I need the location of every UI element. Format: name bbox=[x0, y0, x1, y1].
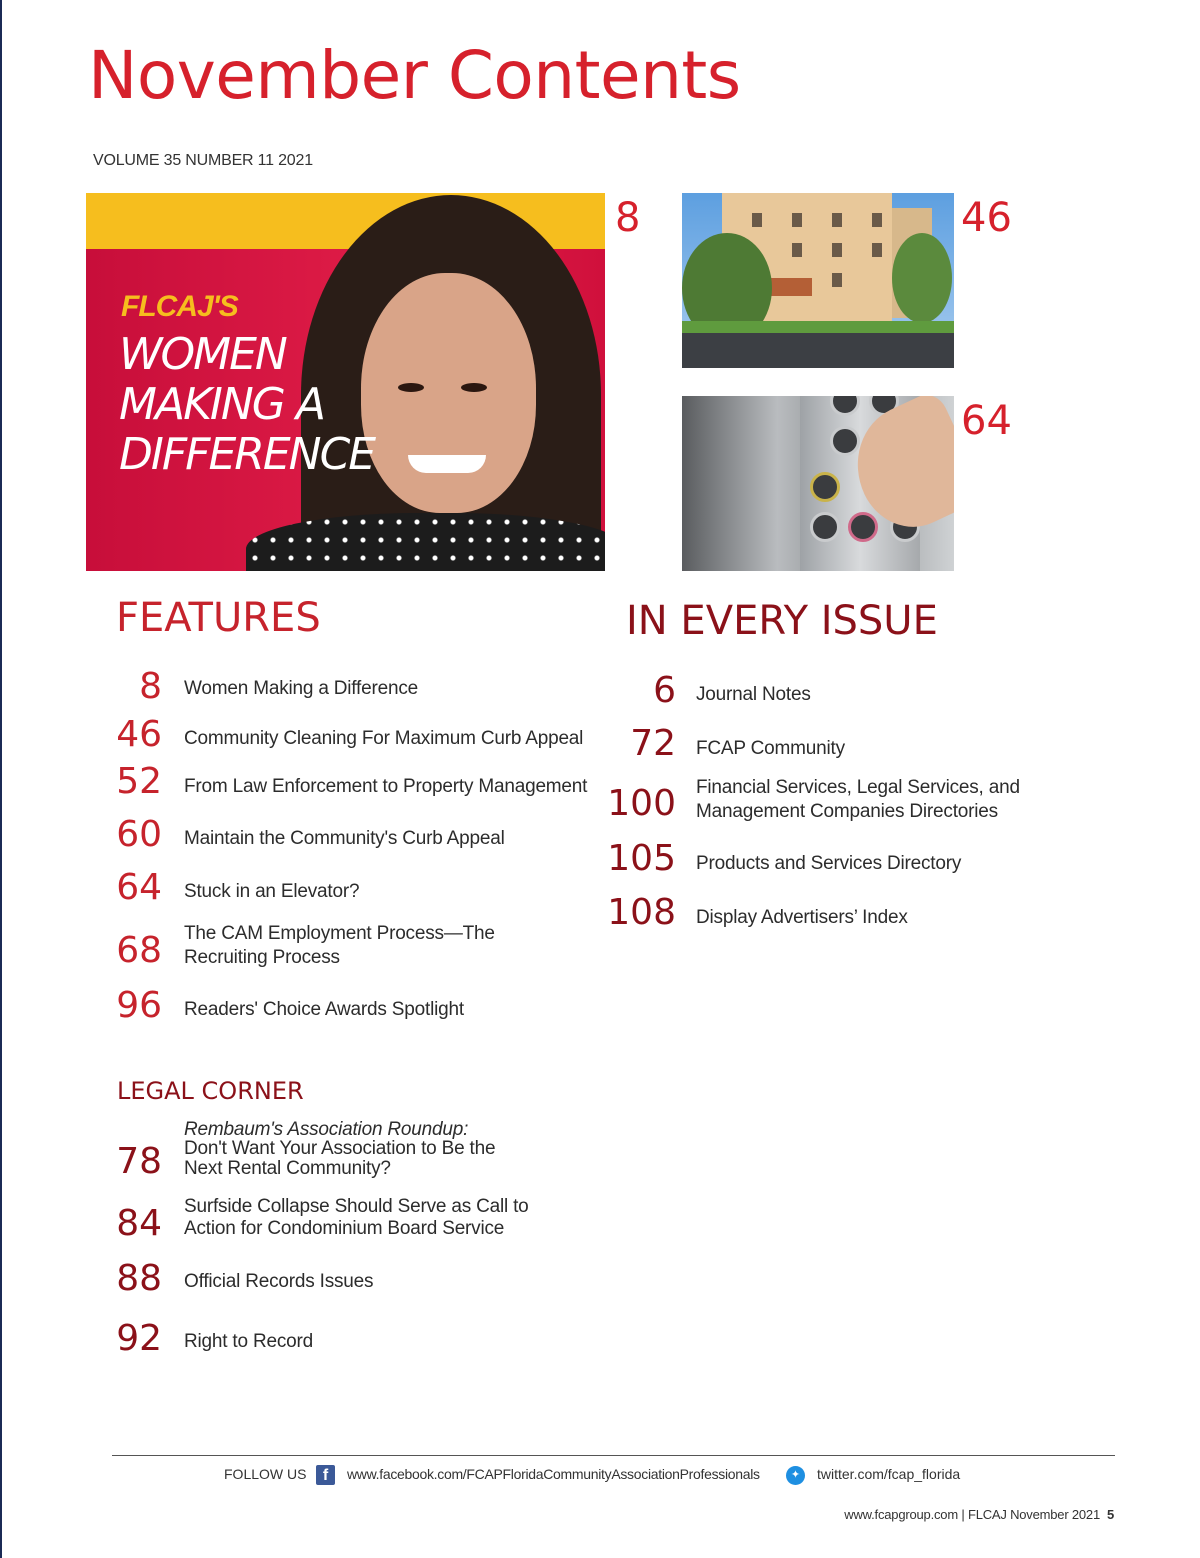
toc-title: Stuck in an Elevator? bbox=[184, 881, 360, 902]
toc-title: Women Making a Difference bbox=[184, 678, 419, 699]
facebook-icon[interactable]: f bbox=[316, 1465, 335, 1485]
twitter-link[interactable]: twitter.com/fcap_florida bbox=[817, 1466, 961, 1482]
toc-title-line: Surfside Collapse Should Serve as Call to bbox=[184, 1196, 529, 1217]
features-heading: FEATURES bbox=[116, 595, 321, 641]
building-photo[interactable] bbox=[682, 193, 954, 368]
window-shape bbox=[832, 243, 842, 257]
facebook-link[interactable]: www.facebook.com/FCAPFloridaCommunityAssociationProfessionals bbox=[347, 1466, 760, 1482]
window-shape bbox=[832, 273, 842, 287]
page-border bbox=[0, 0, 2, 1558]
window-shape bbox=[872, 213, 882, 227]
toc-page-number: 60 bbox=[116, 814, 162, 855]
toc-title: Right to Record bbox=[184, 1331, 314, 1352]
elevator-photo[interactable] bbox=[682, 396, 954, 571]
toc-title: Products and Services Directory bbox=[696, 853, 962, 874]
toc-page-number: 100 bbox=[607, 783, 676, 824]
women-image-line: DIFFERENCE bbox=[119, 429, 375, 480]
road-shape bbox=[682, 333, 954, 368]
toc-title: FCAP Community bbox=[696, 738, 845, 759]
toc-title: Maintain the Community's Curb Appeal bbox=[184, 828, 505, 849]
toc-title: Journal Notes bbox=[696, 684, 811, 705]
toc-page-number: 72 bbox=[630, 723, 676, 764]
page-title: November Contents bbox=[88, 37, 741, 114]
window-shape bbox=[832, 213, 842, 227]
toc-title-line: The CAM Employment Process—The bbox=[184, 923, 495, 944]
toc-page-number: 108 bbox=[607, 892, 676, 933]
toc-page-number: 46 bbox=[116, 714, 162, 755]
image-page-number: 46 bbox=[961, 195, 1012, 241]
toc-title-line: Don't Want Your Association to Be the bbox=[184, 1138, 496, 1159]
volume-info: VOLUME 35 NUMBER 11 2021 bbox=[93, 152, 313, 169]
toc-title: Readers' Choice Awards Spotlight bbox=[184, 999, 464, 1020]
twitter-icon[interactable]: ✦ bbox=[786, 1466, 805, 1485]
window-shape bbox=[752, 213, 762, 227]
toc-page-number: 64 bbox=[116, 867, 162, 908]
footer-divider bbox=[112, 1455, 1115, 1456]
toc-title: From Law Enforcement to Property Management bbox=[184, 776, 588, 797]
image-page-number: 64 bbox=[961, 398, 1012, 444]
toc-page-number: 52 bbox=[116, 761, 162, 802]
window-shape bbox=[792, 213, 802, 227]
women-image-line: WOMEN bbox=[119, 329, 286, 380]
toc-title-line: Management Companies Directories bbox=[696, 801, 998, 822]
toc-page-number: 8 bbox=[139, 666, 162, 707]
women-image-line: MAKING A bbox=[119, 379, 324, 430]
toc-page-number: 96 bbox=[116, 985, 162, 1026]
toc-title-prefix: Rembaum's Association Roundup: bbox=[184, 1119, 469, 1140]
toc-page-number: 88 bbox=[116, 1258, 162, 1299]
face-shape bbox=[361, 273, 536, 513]
toc-page-number: 78 bbox=[116, 1141, 162, 1182]
shirt-shape bbox=[246, 513, 605, 571]
tree-shape bbox=[892, 233, 952, 323]
toc-page-number: 92 bbox=[116, 1318, 162, 1359]
elevator-button bbox=[848, 512, 878, 542]
toc-title-line: Action for Condominium Board Service bbox=[184, 1218, 505, 1239]
window-shape bbox=[792, 243, 802, 257]
women-image-brand: FLCAJ'S bbox=[121, 290, 238, 323]
follow-us-label: FOLLOW US bbox=[224, 1466, 307, 1482]
elevator-button bbox=[810, 512, 840, 542]
toc-title-line: Recruiting Process bbox=[184, 947, 340, 968]
eye-shape bbox=[461, 383, 487, 392]
page-footer-text: www.fcapgroup.com | FLCAJ November 2021 bbox=[844, 1507, 1100, 1522]
window-shape bbox=[872, 243, 882, 257]
toc-title: Display Advertisers’ Index bbox=[696, 907, 908, 928]
page-number: 5 bbox=[1107, 1507, 1115, 1522]
toc-title-line: Financial Services, Legal Services, and bbox=[696, 777, 1020, 798]
elevator-button bbox=[810, 472, 840, 502]
smile-shape bbox=[408, 455, 486, 473]
legal-corner-heading: LEGAL CORNER bbox=[117, 1077, 304, 1105]
toc-page-number: 84 bbox=[116, 1203, 162, 1244]
toc-page-number: 105 bbox=[607, 838, 676, 879]
image-page-number: 8 bbox=[615, 195, 641, 241]
toc-title: Official Records Issues bbox=[184, 1271, 374, 1292]
toc-title bbox=[184, 922, 604, 970]
toc-title bbox=[184, 1121, 604, 1179]
eye-shape bbox=[398, 383, 424, 392]
toc-title: Community Cleaning For Maximum Curb Appeal bbox=[184, 728, 584, 749]
toc-title-line: Next Rental Community? bbox=[184, 1158, 391, 1179]
toc-page-number: 6 bbox=[653, 670, 676, 711]
in-every-issue-heading: IN EVERY ISSUE bbox=[626, 598, 938, 644]
toc-page-number: 68 bbox=[116, 930, 162, 971]
elevator-button bbox=[830, 426, 860, 456]
women-feature-image[interactable] bbox=[86, 193, 605, 571]
toc-title bbox=[696, 776, 1056, 824]
toc-title bbox=[184, 1196, 604, 1240]
